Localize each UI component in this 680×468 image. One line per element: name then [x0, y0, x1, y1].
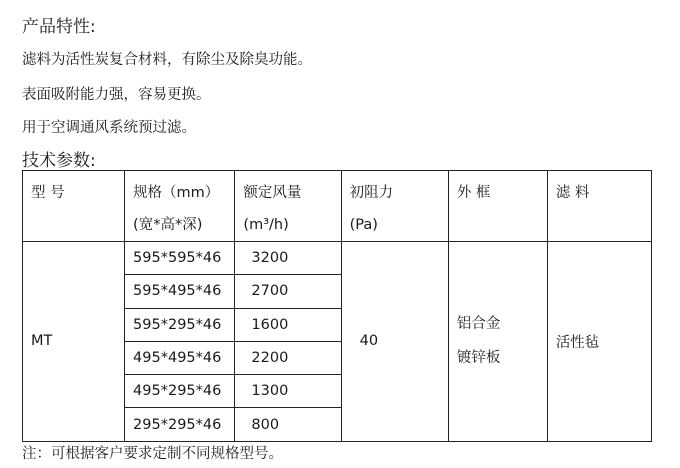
header-flow-line1: 额定风量: [243, 185, 302, 201]
header-resistance-line2: (Pa): [349, 217, 378, 233]
header-flow-line2: (m³/h): [243, 217, 289, 233]
header-spec-line2: (宽*高*深): [133, 217, 203, 233]
features-title: 产品特性:: [22, 17, 96, 37]
flow-cell: 3200: [235, 242, 341, 275]
header-frame: 外 框: [448, 171, 547, 242]
spec-cell: 295*295*46: [125, 408, 235, 441]
footnote: 注：可根据客户要求定制不同规格型号。: [22, 446, 283, 462]
spec-cell: 495*495*46: [125, 341, 235, 374]
feature-item-2: 表面吸附能力强，容易更换。: [22, 87, 211, 103]
table-row: [23, 242, 652, 275]
table-header-row: [23, 171, 652, 242]
flow-cell: 1600: [235, 308, 341, 341]
spec-cell: 595*495*46: [125, 275, 235, 308]
header-resistance-line1: 初阻力: [349, 185, 394, 201]
params-title: 技术参数:: [22, 151, 96, 171]
spec-table: [22, 170, 652, 442]
spec-cell: 595*295*46: [125, 308, 235, 341]
frame-line2: 镀锌板: [456, 350, 501, 367]
feature-item-3: 用于空调通风系统预过滤。: [22, 120, 196, 136]
frame-cell: [448, 242, 547, 442]
flow-cell: 800: [235, 408, 341, 441]
media-cell: 活性毡: [547, 242, 651, 442]
resistance-cell: 40: [341, 242, 448, 442]
model-cell: MT: [23, 242, 125, 442]
spec-cell: 595*595*46: [125, 242, 235, 275]
feature-item-1: 滤料为活性炭复合材料，有除尘及除臭功能。: [22, 52, 312, 68]
flow-cell: 1300: [235, 375, 341, 408]
frame-line1: 铝合金: [456, 316, 501, 333]
header-resistance: [341, 171, 448, 242]
header-spec: [125, 171, 235, 242]
flow-cell: 2700: [235, 275, 341, 308]
header-flow: [235, 171, 341, 242]
flow-cell: 2200: [235, 341, 341, 374]
spec-cell: 495*295*46: [125, 375, 235, 408]
header-media: 滤 料: [547, 171, 651, 242]
header-spec-line1: 规格（mm）: [133, 185, 220, 201]
header-model: 型 号: [23, 171, 125, 242]
